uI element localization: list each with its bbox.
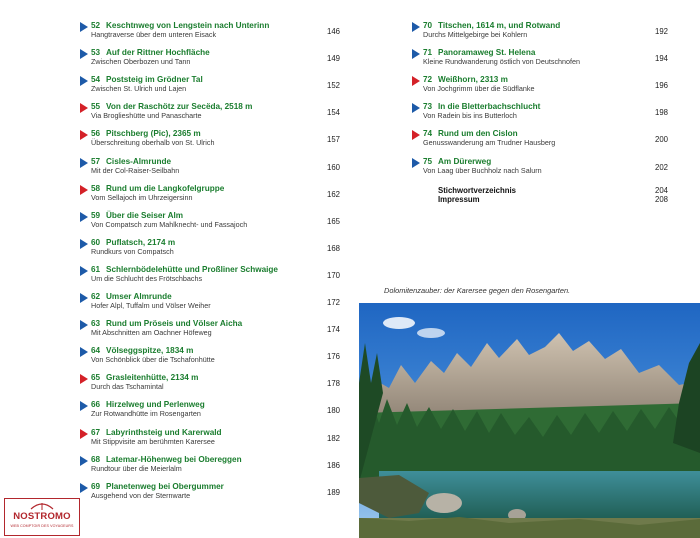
triangle-marker-icon [80,347,88,357]
landscape-illustration [359,303,700,538]
tour-number: 56 [91,129,101,139]
tour-subtitle: Hofer Alpl, Tuffalm und Völser Weiher [91,301,211,310]
tour-title: Völseggspitze, 1834 m [106,346,194,356]
page-number: 186 [326,460,340,470]
tour-title: Schlernbödelehütte und Proßliner Schwaige [106,264,278,274]
toc-entry[interactable] [78,427,340,451]
tour-subtitle: Kleine Rundwanderung östlich von Deutschnofen [423,57,581,67]
tour-title: Über die Seiser Alm [106,210,184,220]
tour-title: Labyrinthsteig und Karerwald [106,427,222,437]
toc-entry[interactable] [78,20,340,44]
logo-name: NOSTROMO [13,511,71,522]
toc-entry[interactable] [78,345,340,369]
toc-entry[interactable] [78,101,340,125]
tour-number: 74 [423,129,433,139]
tour-subtitle: Von Jochgrimm über die Südflanke [423,84,535,94]
triangle-marker-icon [80,22,88,32]
page-number: 168 [326,243,340,253]
toc-entry[interactable] [410,156,668,180]
triangle-marker-icon [80,212,88,222]
anchor-mark-icon [29,501,55,511]
tour-subtitle: Durch das Tschamintal [91,382,164,392]
triangle-marker-icon [412,49,420,59]
tour-subtitle: Rundtour über die Meierlalm [91,463,182,473]
page-number: 194 [654,54,668,64]
toc-entry[interactable] [78,47,340,71]
page-number: 192 [654,27,668,36]
photo-caption: Dolomitenzauber: der Karersee gegen den Rosengarten. [384,286,571,295]
triangle-marker-icon [80,429,88,439]
toc-entry[interactable] [78,454,340,478]
tour-subtitle: Von Radein bis ins Butterloch [423,111,517,121]
toc-entry[interactable] [410,128,668,152]
triangle-marker-icon [80,456,88,466]
page-number: 174 [326,325,340,335]
triangle-marker-icon [80,76,88,86]
toc-entry[interactable] [410,47,668,71]
tour-subtitle: Von Compatsch zum Mahlknecht- und Fassajoch [91,219,248,229]
tour-number: 67 [91,427,101,437]
triangle-marker-icon [80,158,88,168]
tour-title: Auf der Rittner Hochfläche [106,48,210,58]
tour-subtitle: Via Broglieshütte und Panascharte [91,111,202,121]
toc-entry[interactable] [78,210,340,234]
tour-subtitle: Genusswanderung am Trudner Hausberg [423,138,556,148]
tour-title: Latemar-Höhenweg bei Obereggen [106,454,242,464]
page-number: 170 [326,270,340,280]
toc-entry[interactable] [78,156,340,180]
toc-entry[interactable] [410,74,668,98]
page-number: 149 [326,54,340,64]
toc-entry[interactable] [78,318,340,342]
tour-title: Planetenweg bei Obergummer [106,481,224,491]
triangle-marker-icon [80,374,88,384]
triangle-marker-icon [412,22,420,32]
tour-subtitle: Zwischen St. Ulrich und Lajen [91,84,187,94]
tour-subtitle: Von Laag über Buchholz nach Salurn [423,165,542,175]
page-number: 146 [326,27,340,36]
logo-tagline: WEB COMPTOIR DES VOYAGEURS [10,524,74,528]
tour-subtitle: Hangtraverse über dem unteren Eisack [91,30,217,39]
page-number: 152 [326,81,340,91]
tour-title: Hirzelweg und Perlenweg [106,400,205,410]
page-number: 157 [326,135,340,145]
triangle-marker-icon [80,293,88,303]
triangle-marker-icon [80,239,88,249]
tour-subtitle: Um die Schlucht des Frötschbachs [91,273,203,283]
tour-number: 72 [423,75,433,85]
triangle-marker-icon [412,103,420,113]
page-number: 178 [326,379,340,389]
triangle-marker-icon [80,49,88,59]
toc-entry[interactable] [410,20,668,44]
tour-title: Rund um den Cislon [438,129,518,139]
page-number: 176 [326,352,340,362]
triangle-marker-icon [80,483,88,493]
tour-title: Puflatsch, 2174 m [106,237,176,247]
extra-label: Impressum [438,195,480,204]
tour-number: 62 [91,292,101,301]
page-number: 208 [654,195,668,204]
tour-subtitle: Durchs Mittelgebirge bei Kohlern [423,30,528,39]
tour-number: 53 [91,48,101,58]
tour-subtitle: Mit Abschnitten am Oachner Höfeweg [91,328,212,338]
tour-title: Pitschberg (Pic), 2365 m [106,129,201,139]
toc-entry[interactable] [410,101,668,125]
tour-number: 58 [91,183,101,193]
tour-number: 66 [91,400,101,410]
tour-subtitle: Zwischen Oberbozen und Tann [91,57,191,67]
triangle-marker-icon [412,158,420,168]
toc-entry[interactable] [78,372,340,396]
page-number: 202 [654,162,668,172]
nostromo-logo [4,498,80,536]
page-number: 165 [326,216,340,226]
triangle-marker-icon [412,130,420,140]
tour-number: 69 [91,481,101,491]
tour-title: Rund um Pröseis und Völser Aicha [106,319,243,329]
tour-subtitle: Rundkurs von Compatsch [91,246,174,256]
page-number: 180 [326,406,340,416]
toc-entry[interactable] [78,399,340,423]
tour-title: Poststeig im Grödner Tal [106,75,203,85]
tour-title: Am Dürerweg [438,156,492,166]
tour-title: Umser Almrunde [106,292,172,301]
page-number: 172 [326,298,340,307]
page-number: 189 [326,487,340,497]
triangle-marker-icon [412,76,420,86]
tour-number: 68 [91,454,101,464]
tour-number: 64 [91,346,101,356]
triangle-marker-icon [80,320,88,330]
tour-number: 63 [91,319,101,329]
tour-title: In die Bletterbachschlucht [438,102,541,112]
tour-number: 65 [91,373,101,383]
tour-number: 57 [91,156,101,166]
page-number: 154 [326,108,340,118]
toc-entry[interactable] [78,74,340,98]
tour-title: Grasleitenhütte, 2134 m [106,373,199,383]
page-number: 198 [654,108,668,118]
karersee-photo [359,303,700,538]
toc-entry[interactable] [78,183,340,207]
tour-number: 60 [91,237,101,247]
page-number: 160 [326,162,340,172]
page-number: 196 [654,81,668,91]
tour-subtitle: Mit Stippvisite am berühmten Karersee [91,436,215,446]
page-number: 162 [326,189,340,199]
triangle-marker-icon [80,266,88,276]
toc-entry[interactable] [78,128,340,152]
tour-title: Titschen, 1614 m, und Rotwand [438,21,561,30]
page-number: 200 [654,135,668,145]
tour-number: 70 [423,21,433,30]
tour-title: Rund um die Langkofelgruppe [106,183,225,193]
tour-number: 61 [91,264,101,274]
page-number: 182 [326,433,340,443]
tour-number: 54 [91,75,101,85]
tour-title: Panoramaweg St. Helena [438,48,536,58]
tour-subtitle: Vom Sellajoch im Uhrzeigersinn [91,192,193,202]
toc-entry[interactable] [78,237,340,261]
tour-number: 75 [423,156,433,166]
tour-title: Keschtnweg von Lengstein nach Unterinn [106,21,270,30]
tour-title: Von der Raschötz zur Secëda, 2518 m [106,102,253,112]
tour-subtitle: Zur Rotwandhütte im Rosengarten [91,409,201,419]
triangle-marker-icon [80,130,88,140]
tour-subtitle: Von Schönblick über die Tschafonhütte [91,355,215,365]
toc-extra-entry[interactable] [410,195,668,206]
toc-entry[interactable] [78,481,340,505]
tour-number: 52 [91,21,101,30]
extra-label: Stichwortverzeichnis [438,186,516,195]
tour-number: 55 [91,102,101,112]
tour-subtitle: Mit der Col-Raiser-Seilbahn [91,165,180,175]
tour-number: 71 [423,48,433,58]
tour-subtitle: Ausgehend von der Sternwarte [91,490,191,500]
triangle-marker-icon [80,401,88,411]
toc-entry[interactable] [78,291,340,315]
triangle-marker-icon [80,103,88,113]
tour-title: Cisles-Almrunde [106,156,172,166]
triangle-marker-icon [80,185,88,195]
tour-subtitle: Überschreitung oberhalb von St. Ulrich [91,138,215,148]
tour-title: Weißhorn, 2313 m [438,75,508,85]
toc-entry[interactable] [78,264,340,288]
page-number: 204 [654,186,668,195]
tour-number: 73 [423,102,433,112]
tour-number: 59 [91,210,101,220]
